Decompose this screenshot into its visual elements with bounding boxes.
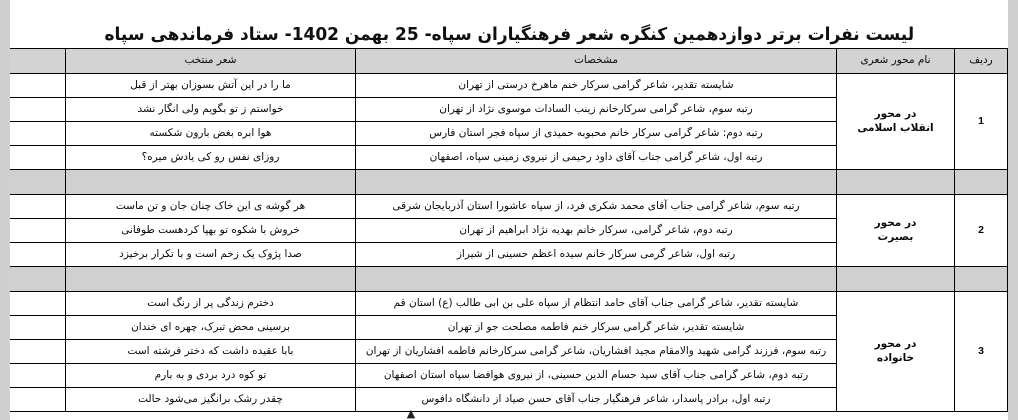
- empty-cell: [10, 243, 66, 267]
- selected-poem-cell: بابا عقیده داشت که دختر فرشته است: [66, 340, 356, 364]
- empty-cell: [10, 364, 66, 388]
- empty-cell: [10, 98, 66, 122]
- section-spacer-cell: [66, 267, 356, 292]
- column-header-blank: [10, 49, 66, 74]
- page-bottom-marker: ▲: [406, 407, 416, 420]
- section-spacer-cell: [10, 267, 66, 292]
- section-spacer-cell: [356, 267, 837, 292]
- specification-cell: شایسته تقدیر، شاعر گرامی سرکار خنم ماهرخ درستی از تهران: [356, 74, 837, 98]
- section-spacer-cell: [837, 170, 955, 195]
- selected-poem-cell: خروش با شکوه تو بهپا کردهست طوفانی: [66, 219, 356, 243]
- table-header: [10, 49, 1008, 74]
- selected-poem-cell: چقدر رشک برانگیز می‌شود حالت: [66, 388, 356, 412]
- specification-cell: رتبه سوم، شاعر گرامی سرکارخانم زینب السادات موسوی نژاد از تهران: [356, 98, 837, 122]
- empty-cell: [10, 292, 66, 316]
- selected-poem-cell: ما را در این آتش بسوزان بهتر از قبل: [66, 74, 356, 98]
- page-title: لیست نفرات برتر دوازدهمین کنگره شعر فرهنگیاران سپاه- 25 بهمن 1402- ستاد فرماندهی سپاه: [104, 25, 914, 45]
- selected-poem-cell: خواستم ز تو بگویم ولی انگار نشد: [66, 98, 356, 122]
- column-header-spec: مشخصات: [356, 49, 837, 74]
- empty-cell: [10, 146, 66, 170]
- column-header-poem: شعر منتخب: [66, 49, 356, 74]
- section-spacer-cell: [356, 170, 837, 195]
- theme-name-cell: [837, 74, 955, 170]
- selected-poem-cell: تو کوه درد بردی و به بارم: [66, 364, 356, 388]
- theme-line-1: در محور: [874, 108, 917, 121]
- empty-cell: [10, 219, 66, 243]
- section-spacer-row: [10, 267, 1008, 292]
- column-header-mehvar: نام محور شعری: [837, 49, 955, 74]
- theme-line-1: در محور: [874, 217, 917, 230]
- specification-cell: رتبه دوم، شاعر گرامی جناب آقای سید حسام الدین حسینی، از نیروی هوافضا سپاه استان اصفهان: [356, 364, 837, 388]
- specification-cell: رتبه دوم، شاعر گرامی، سرکار خانم بهدیه نژاد ابراهیم از تهران: [356, 219, 837, 243]
- theme-line-1: در محور: [874, 338, 917, 351]
- specification-cell: شایسته تقدیر، شاعر گرامی سرکار خنم فاطمه مصلحت جو از تهران: [356, 316, 837, 340]
- specification-cell: رتبه سوم، فرزند گرامی شهید والامقام مجید افشاریان، شاعر گرامی سرکارخانم فاطمه افشاریان از تهران: [356, 340, 837, 364]
- specification-cell: رتبه اول، شاعر گرمی سرکار خانم سیده اعظم حسینی از شیراز: [356, 243, 837, 267]
- title-band: [10, 0, 1008, 48]
- selected-poem-cell: برسینی محض تبرک، چهره ای خندان: [66, 316, 356, 340]
- row-number-cell: 1: [955, 74, 1008, 170]
- section-spacer-cell: [10, 170, 66, 195]
- results-table: [9, 48, 1008, 412]
- section-spacer-cell: [955, 170, 1008, 195]
- empty-cell: [10, 74, 66, 98]
- selected-poem-cell: روزای نفس رو کی یادش میره؟: [66, 146, 356, 170]
- theme-name-cell: [837, 195, 955, 267]
- page-left-margin: [0, 0, 10, 420]
- empty-cell: [10, 388, 66, 412]
- theme-line-2: خانواده: [876, 351, 915, 364]
- theme-line-2: بصیرت: [877, 230, 914, 243]
- selected-poem-cell: صدا پژوک یک زخم است و با تکرار برخیزد: [66, 243, 356, 267]
- empty-cell: [10, 195, 66, 219]
- row-number-cell: 3: [955, 292, 1008, 412]
- section-spacer-row: [10, 170, 1008, 195]
- empty-cell: [10, 340, 66, 364]
- selected-poem-cell: دخترم زندگی پر از رنگ است: [66, 292, 356, 316]
- header-row: [10, 49, 1008, 74]
- theme-line-2: انقلاب اسلامی: [857, 121, 934, 134]
- specification-cell: رتبه دوم: شاعر گرامی سرکار خانم محبوبه حمیدی از سپاه فجر استان فارس: [356, 122, 837, 146]
- table-row: [10, 74, 1008, 98]
- selected-poem-cell: هر گوشه ی این خاک چنان جان و تن ماست: [66, 195, 356, 219]
- specification-cell: رتبه اول، برادر پاسدار، شاعر فرهنگیار جناب آقای حسن صیاد از دانشگاه دافوس: [356, 388, 837, 412]
- row-number-cell: 2: [955, 195, 1008, 267]
- section-spacer-cell: [955, 267, 1008, 292]
- section-spacer-cell: [837, 267, 955, 292]
- table-row: [10, 292, 1008, 316]
- table-row: [10, 195, 1008, 219]
- column-header-radif: ردیف: [955, 49, 1008, 74]
- specification-cell: رتبه سوم، شاعر گرامی جناب آقای محمد شکری فرد، از سپاه عاشورا استان آذربایجان شرقی: [356, 195, 837, 219]
- document-sheet: [10, 0, 1008, 420]
- specification-cell: رتبه اول، شاعر گرامی جناب آقای داود رحیمی از نیروی زمینی سپاه، اصفهان: [356, 146, 837, 170]
- empty-cell: [10, 122, 66, 146]
- section-spacer-cell: [66, 170, 356, 195]
- theme-name-cell: [837, 292, 955, 412]
- table-body: [10, 74, 1008, 412]
- specification-cell: شایسته تقدیر، شاعر گرامی جناب آقای حامد انتظام از سپاه علی بن ابی طالب (ع) استان قم: [356, 292, 837, 316]
- empty-cell: [10, 316, 66, 340]
- selected-poem-cell: هوا ابره بغض بارون شکسته: [66, 122, 356, 146]
